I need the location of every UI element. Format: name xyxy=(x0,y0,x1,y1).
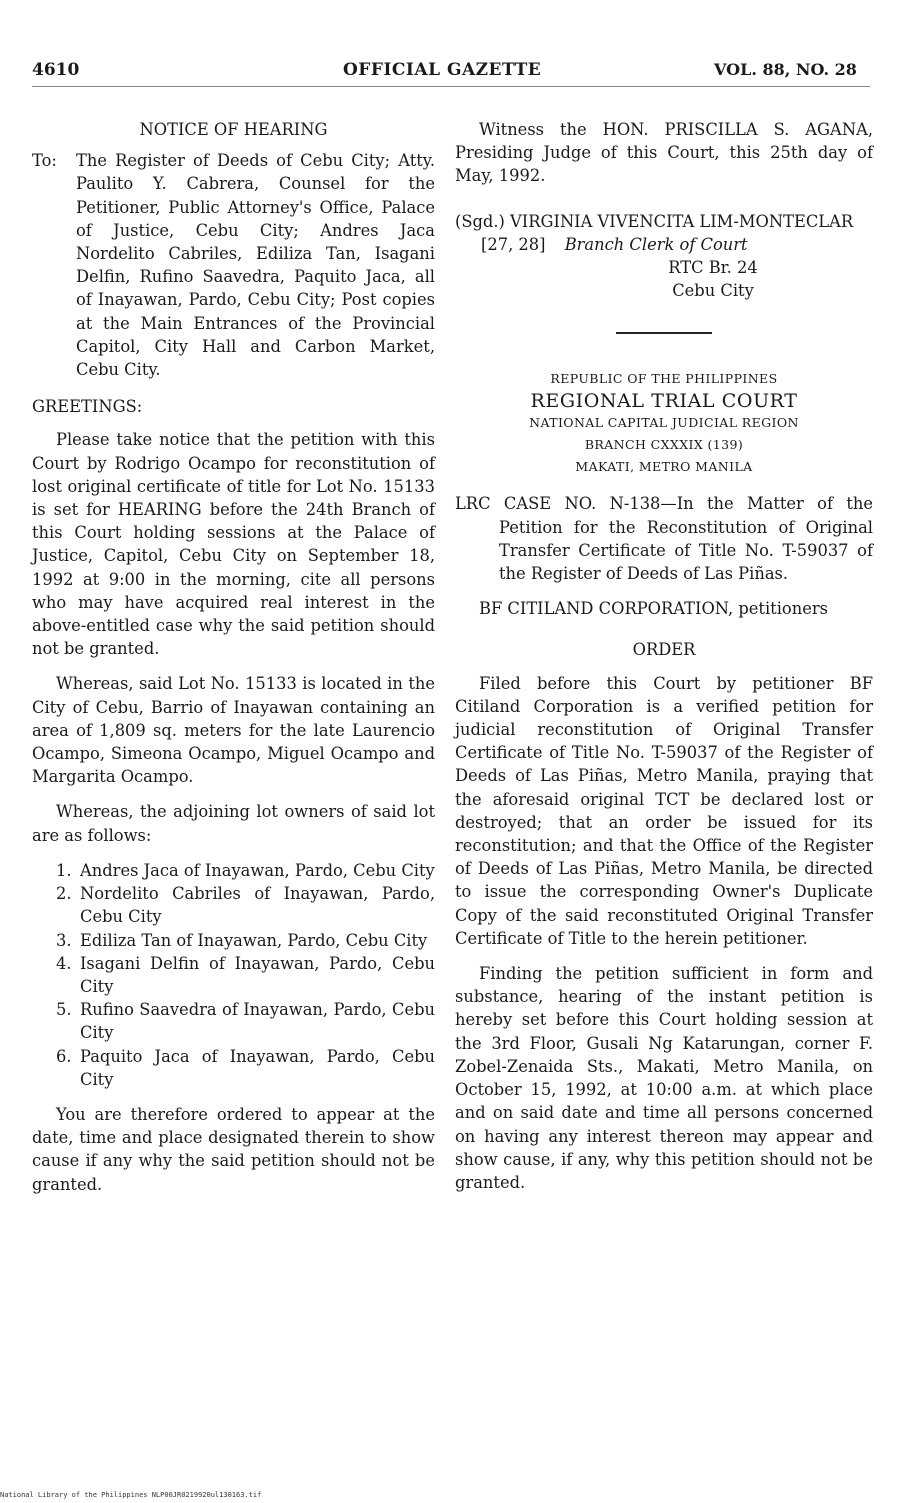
list-item: 3. Ediliza Tan of Inayawan, Pardo, Cebu City xyxy=(56,930,428,950)
witness-paragraph: Witness the HON. PRISCILLA S. AGANA, Presiding Judge of this Court, this 25th day of May, 1992. xyxy=(455,120,873,186)
petitioner-line: BF CITILAND CORPORATION, petitioners xyxy=(479,599,828,619)
location-line: MAKATI, METRO MANILA xyxy=(575,459,753,475)
region-line: NATIONAL CAPITAL JUDICIAL REGION xyxy=(529,415,799,431)
section-divider xyxy=(616,332,712,334)
branch-line: BRANCH CXXXIX (139) xyxy=(584,437,744,453)
clerk-title: Branch Clerk of Court xyxy=(564,234,748,254)
list-item: 1. Andres Jaca of Inayawan, Pardo, Cebu City xyxy=(56,860,435,880)
to-label: To: xyxy=(32,151,57,171)
republic-line: REPUBLIC OF THE PHILIPPINES xyxy=(550,371,778,387)
order-title: ORDER xyxy=(632,640,696,660)
signatory: (Sgd.) VIRGINIA VIVENCITA LIM-MONTECLAR xyxy=(455,211,854,231)
adjoining-owners-list xyxy=(32,859,435,1091)
court-name: REGIONAL TRIAL COURT xyxy=(530,390,798,413)
list-item: 4. Isagani Delfin of Inayawan, Pardo, Cebu City xyxy=(56,953,435,996)
left-column xyxy=(32,118,435,1208)
issue-and-title xyxy=(455,233,873,256)
notice-title: NOTICE OF HEARING xyxy=(139,120,328,139)
signature-block xyxy=(455,210,873,303)
order-paragraph-2: Finding the petition sufficient in form and substance, hearing of the instant petition is hereby set before this Court holding session at the 3rd Floor, Gusali Ng Katarungan, corner F. Zobel-Zenaida Sts., Makati, Metro Manila, on October 15, 1992, at 10:00 a.m. at which place and on said date and time all persons concerned on having any interest thereon may appear and show cause, if any, why this petition should not be granted. xyxy=(455,964,873,1192)
court-heading xyxy=(455,368,873,478)
notice-paragraph-4: You are therefore ordered to appear at the date, time and place designated therein to show cause if any why the said petition should not be granted. xyxy=(32,1104,435,1194)
scan-footer: National Library of the Philippines NLP00JR0219920ul130163.tif xyxy=(0,1491,262,1499)
publication-title: OFFICIAL GAZETTE xyxy=(343,60,542,80)
order-paragraph-1: Filed before this Court by petitioner BF Citiland Corporation is a verified petition for judicial reconstitution of Original Transfer Certificate of Title No. T-59037 of the Register of Deeds of Las Piñas, Metro Manila, praying that the aforesaid original TCT be declared lost or destroyed; that an order be issued for its reconstitution; and that the Office of the Register of Deeds of Las Piñas, Metro Manila, be directed to issue the corresponding Owner's Duplicate Copy of the said reconstituted Original Transfer Certificate of Title to the herein petitioner. xyxy=(455,673,873,948)
page-number: 4610 xyxy=(32,60,80,80)
list-item: 2. Nordelito Cabriles of Inayawan, Pardo, Cebu City xyxy=(56,884,435,927)
right-column xyxy=(455,118,873,1206)
header-rule xyxy=(32,86,870,87)
addressee-text: The Register of Deeds of Cebu City; Atty. Paulito Y. Cabrera, Counsel for the Petitioner, Public Attorney's Office, Palace of Justice, Cebu City; Andres Jaca Nordelito Cabriles, Ediliza Tan, Isagani Delfin, Rufino Saavedra, Paquito Jaca, all of Inayawan, Pardo, Cebu City; Post copies at the Main Entrances of the Provincial Capitol, City Hall and Carbon Market, Cebu City. xyxy=(76,151,435,380)
greetings: GREETINGS: xyxy=(32,397,143,417)
notice-paragraph-2: Whereas, said Lot No. 15133 is located in the City of Cebu, Barrio of Inayawan containing an area of 1,809 sq. meters for the late Laurencio Ocampo, Simeona Ocampo, Miguel Ocampo and Margarita Ocampo. xyxy=(32,674,435,787)
notice-paragraph-3: Whereas, the adjoining lot owners of said lot are as follows: xyxy=(32,802,435,845)
list-item: 5. Rufino Saavedra of Inayawan, Pardo, Cebu City xyxy=(56,1000,435,1043)
list-item: 6. Paquito Jaca of Inayawan, Pardo, Cebu City xyxy=(56,1046,435,1089)
city-label: Cebu City xyxy=(672,281,754,301)
issue-numbers: [27, 28] xyxy=(481,234,546,254)
addressee-block xyxy=(32,149,435,381)
notice-paragraph-1: Please take notice that the petition with this Court by Rodrigo Ocampo for reconstitution of lost original certificate of title for Lot No. 15133 is set for HEARING before the 24th Branch of this Court holding sessions at the Palace of Justice, Capitol, Cebu City on September 18, 1992 at 9:00 in the morning, cite all persons who may have acquired real interest in the above-entitled case why the said petition should not be granted. xyxy=(32,430,435,659)
volume-number: VOL. 88, NO. 28 xyxy=(714,60,857,79)
branch-label: RTC Br. 24 xyxy=(668,258,758,278)
case-caption: LRC CASE NO. N-138—In the Matter of the Petition for the Reconstitution of Original Transfer Certificate of Title No. T-59037 of the Register of Deeds of Las Piñas. xyxy=(455,494,873,584)
